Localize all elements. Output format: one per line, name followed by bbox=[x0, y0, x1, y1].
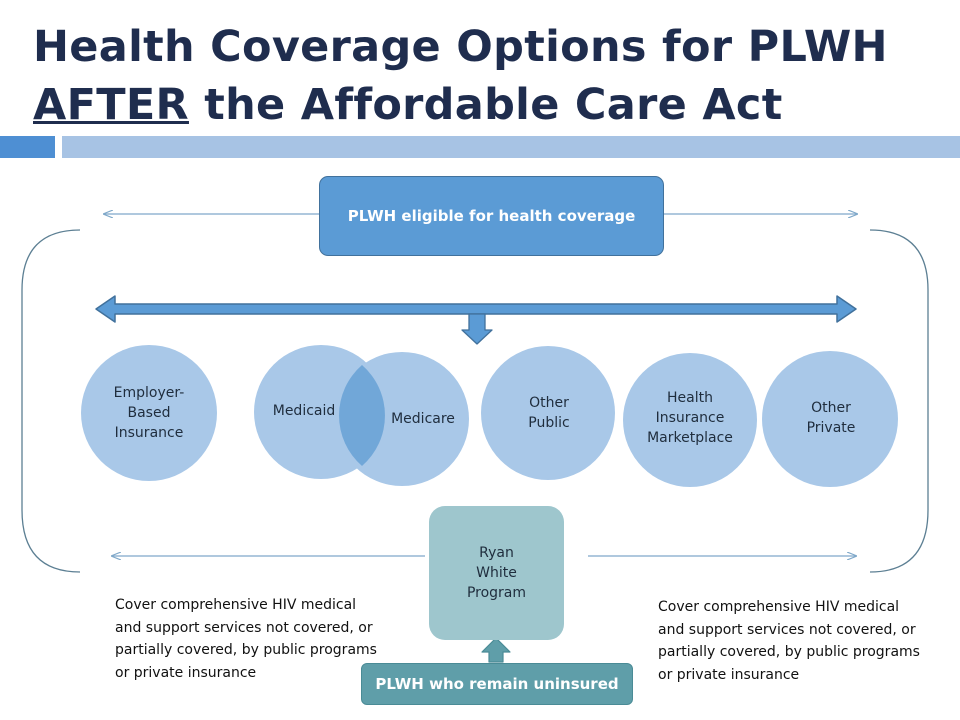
other-public-label: Other Public bbox=[528, 395, 570, 431]
up-arrow bbox=[482, 638, 510, 662]
ryan-white-label: Ryan White Program bbox=[466, 545, 527, 601]
ryan-white-box bbox=[429, 506, 564, 640]
left-bracket bbox=[22, 230, 80, 572]
title-line-1: Health Coverage Options for PLWH bbox=[33, 22, 888, 72]
title-line-2-rest: the Affordable Care Act bbox=[188, 80, 783, 130]
medicare-label: Medicare bbox=[391, 411, 455, 427]
uninsured-label: PLWH who remain uninsured bbox=[375, 675, 619, 693]
left-description: Cover comprehensive HIV medical and support services not covered, or partially covered, by public programs or private insurance bbox=[115, 597, 377, 681]
eligible-coverage-label: PLWH eligible for health coverage bbox=[347, 207, 636, 225]
title-underlined-word: AFTER bbox=[33, 80, 189, 130]
medicaid-label: Medicaid bbox=[272, 403, 336, 419]
employer-label: Employer- Based Insurance bbox=[113, 385, 185, 441]
other-private-label: Other Private bbox=[806, 400, 856, 436]
marketplace-label: Health Insurance Marketplace bbox=[647, 390, 733, 446]
uninsured-box bbox=[361, 663, 633, 705]
down-arrow bbox=[462, 314, 492, 344]
right-description: Cover comprehensive HIV medical and support services not covered, or partially covered, by public programs or private insurance bbox=[658, 599, 920, 683]
eligible-coverage-box bbox=[319, 176, 664, 256]
